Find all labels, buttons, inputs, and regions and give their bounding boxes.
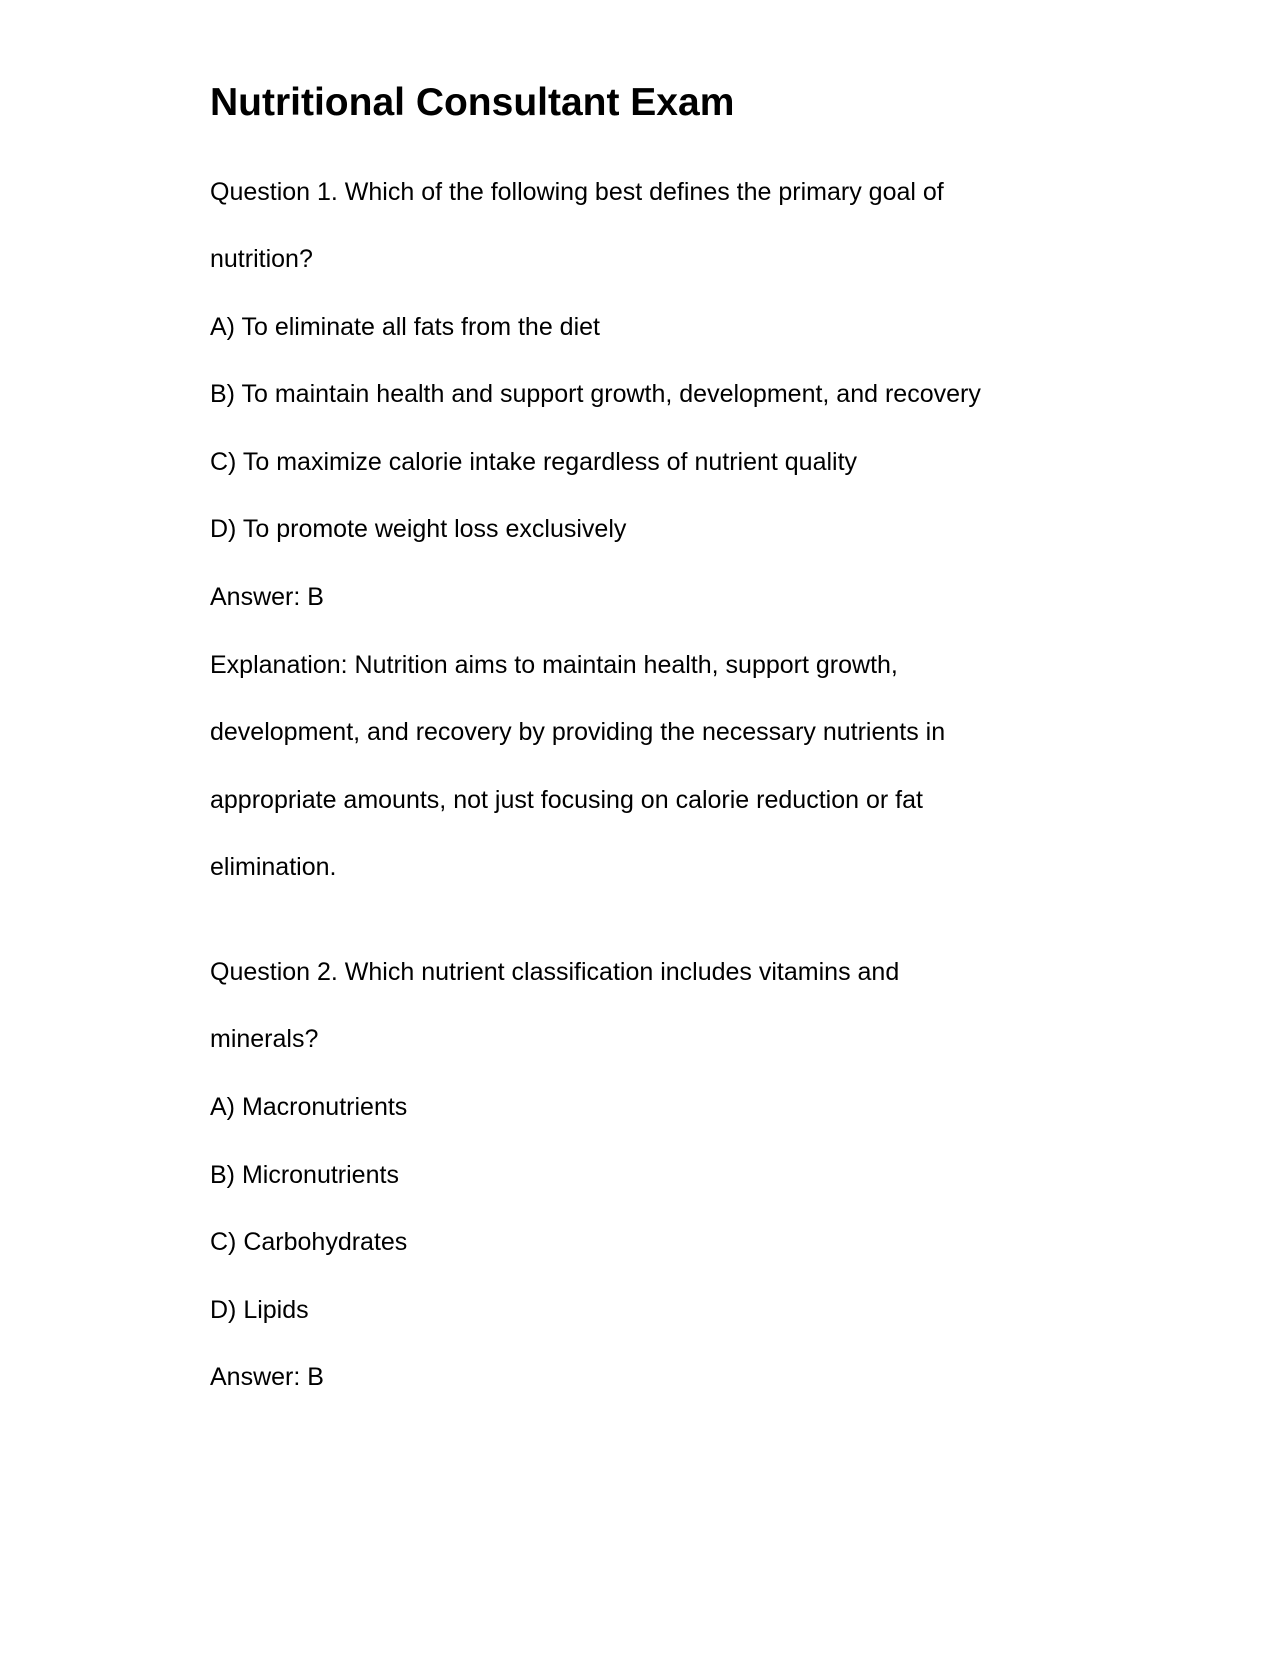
page-title: Nutritional Consultant Exam	[210, 81, 735, 124]
question-1-option-c: C) To maximize calorie intake regardless of nutrient quality	[210, 448, 858, 476]
question-2-option-a: A) Macronutrients	[210, 1093, 408, 1121]
question-2-option-c: C) Carbohydrates	[210, 1228, 408, 1256]
question-1-option-d: D) To promote weight loss exclusively	[210, 515, 627, 543]
question-2-text-line-2: minerals?	[210, 1025, 319, 1053]
question-1-option-a: A) To eliminate all fats from the diet	[210, 313, 600, 341]
question-1-explanation-line-4: elimination.	[210, 853, 337, 881]
question-1-answer: Answer: B	[210, 583, 324, 611]
question-2-answer: Answer: B	[210, 1363, 324, 1391]
question-2-option-d: D) Lipids	[210, 1296, 309, 1324]
question-1-text-line-1: Question 1. Which of the following best defines the primary goal of	[210, 178, 944, 206]
question-2-option-b: B) Micronutrients	[210, 1161, 399, 1189]
question-1-explanation-line-1: Explanation: Nutrition aims to maintain health, support growth,	[210, 651, 898, 679]
question-1-text-line-2: nutrition?	[210, 245, 313, 273]
question-1-explanation-line-2: development, and recovery by providing the necessary nutrients in	[210, 718, 946, 746]
question-2-text-line-1: Question 2. Which nutrient classification includes vitamins and	[210, 958, 900, 986]
question-1-option-b: B) To maintain health and support growth, development, and recovery	[210, 380, 981, 408]
question-1-explanation-line-3: appropriate amounts, not just focusing on calorie reduction or fat	[210, 786, 923, 814]
